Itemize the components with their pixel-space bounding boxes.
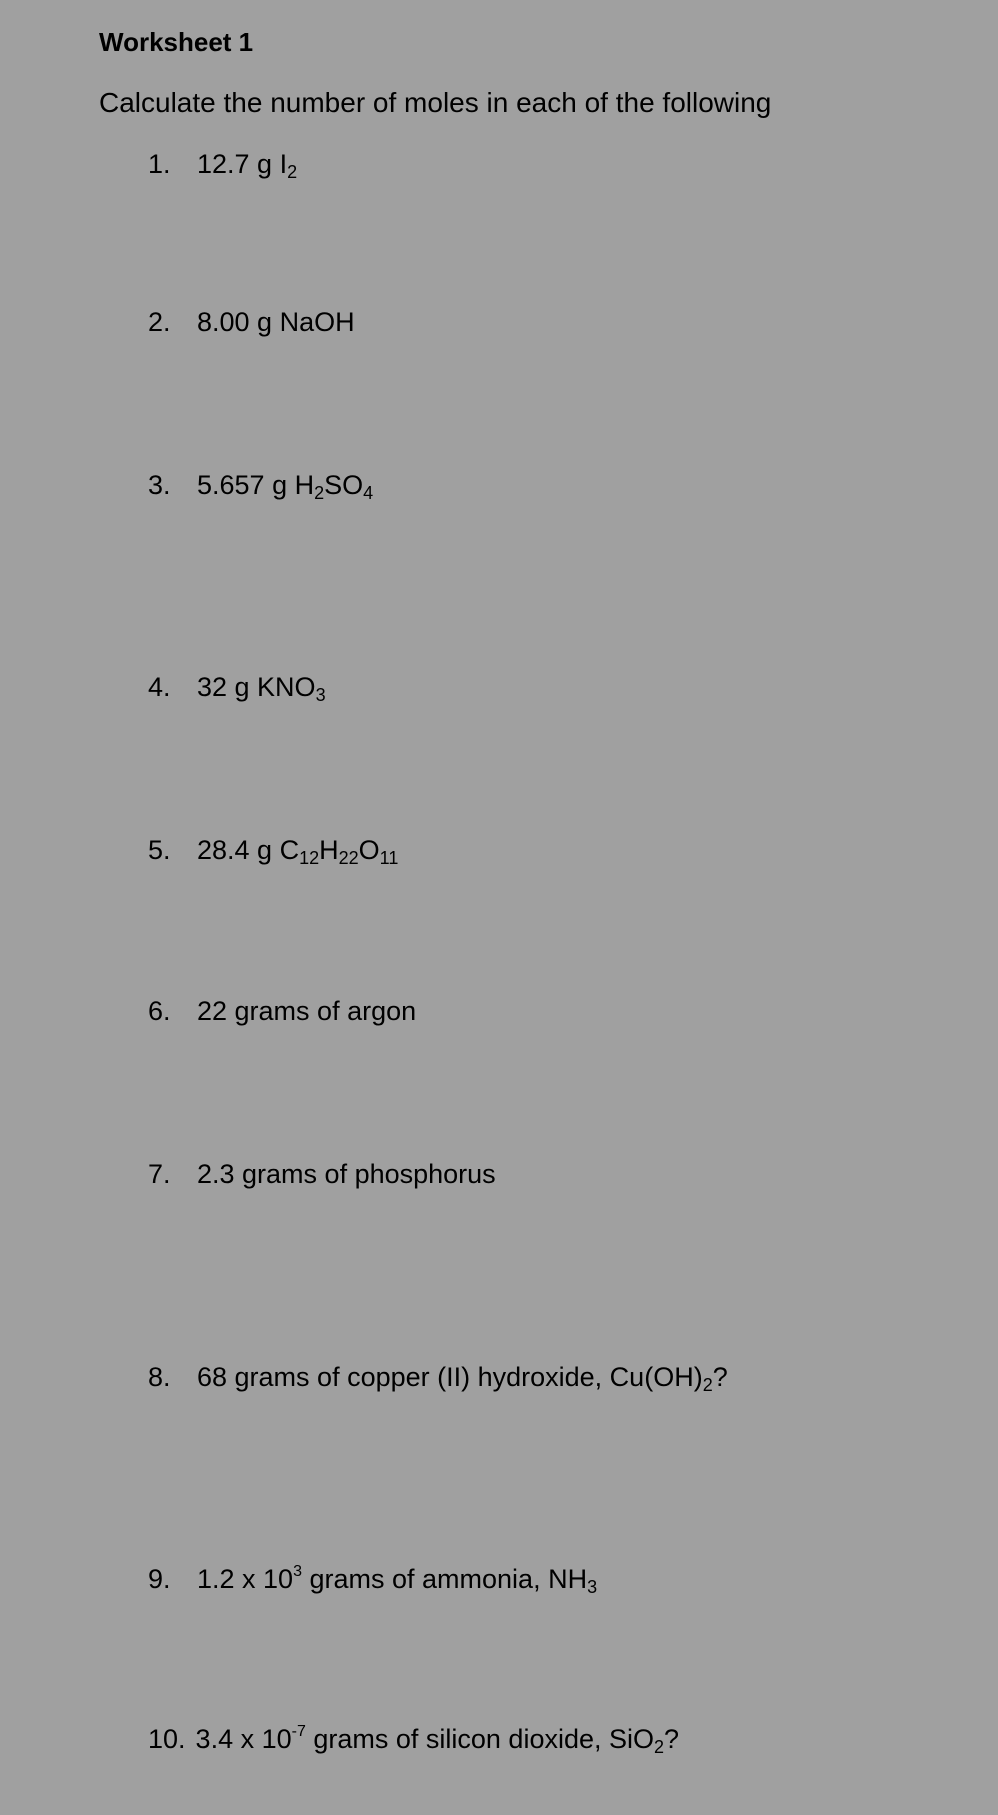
question-number: 1.: [148, 149, 171, 179]
subscript: 2: [287, 162, 298, 182]
subscript: 2: [702, 1375, 713, 1395]
question-text: 2.3 grams of phosphorus: [197, 1159, 496, 1189]
question-text: ?: [712, 1362, 728, 1392]
question-item: [148, 1722, 679, 1756]
question-number: 9.: [148, 1564, 171, 1594]
question-text: 3.4 x 10: [195, 1724, 292, 1754]
superscript: -7: [291, 1723, 306, 1740]
subscript: 2: [654, 1737, 665, 1757]
question-number: 4.: [148, 672, 171, 702]
question-text: ?: [664, 1724, 680, 1754]
question-item: [148, 1360, 728, 1394]
question-text: 1.2 x 10: [197, 1564, 294, 1594]
question-text: grams of silicon dioxide, SiO: [305, 1724, 654, 1754]
subscript: 12: [299, 848, 320, 868]
question-item: [148, 994, 416, 1028]
subscript: 4: [363, 483, 374, 503]
question-item: [148, 305, 355, 339]
question-item: [148, 833, 398, 867]
question-text: SO: [324, 470, 364, 500]
question-item: [148, 670, 326, 704]
question-text: H: [319, 835, 339, 865]
question-number: 5.: [148, 835, 171, 865]
question-number: 2.: [148, 307, 171, 337]
subscript: 22: [338, 848, 359, 868]
question-text: 68 grams of copper (II) hydroxide, Cu(OH): [197, 1362, 703, 1392]
subscript: 3: [587, 1577, 598, 1597]
question-text: 22 grams of argon: [197, 996, 417, 1026]
subscript: 11: [379, 848, 399, 868]
question-text: 12.7 g I: [197, 149, 288, 179]
worksheet-instructions: Calculate the number of moles in each of the following: [99, 87, 772, 118]
subscript: 3: [315, 685, 326, 705]
question-number: 3.: [148, 470, 171, 500]
question-text: 32 g KNO: [197, 672, 316, 702]
subscript: 2: [314, 483, 325, 503]
question-number: 6.: [148, 996, 171, 1026]
question-text: O: [358, 835, 380, 865]
question-item: [148, 1157, 496, 1191]
question-text: 8.00 g NaOH: [197, 307, 355, 337]
question-number: 10.: [148, 1724, 186, 1754]
question-number: 8.: [148, 1362, 171, 1392]
question-item: [148, 147, 297, 181]
question-number: 7.: [148, 1159, 171, 1189]
worksheet-title: Worksheet 1: [99, 27, 254, 57]
question-text: grams of ammonia, NH: [301, 1564, 588, 1594]
superscript: 3: [293, 1563, 302, 1580]
question-item: [148, 1562, 597, 1596]
question-text: 28.4 g C: [197, 835, 300, 865]
question-item: [148, 468, 373, 502]
question-text: 5.657 g H: [197, 470, 315, 500]
